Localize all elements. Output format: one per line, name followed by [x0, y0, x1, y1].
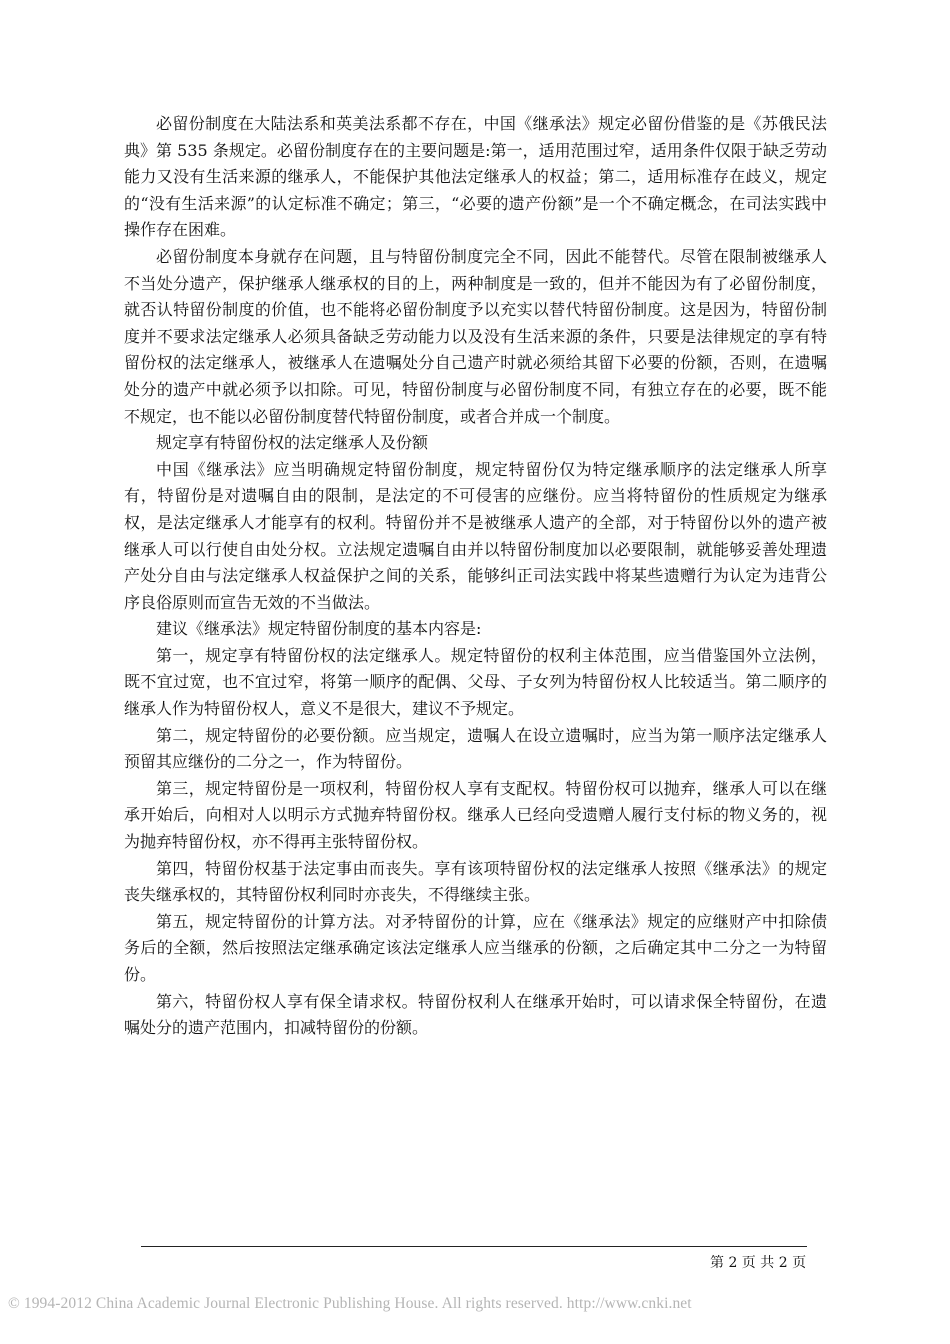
section-heading: 规定享有特留份权的法定继承人及份额 [156, 433, 429, 453]
footer-divider [141, 1246, 807, 1247]
paragraph: 第六，特留份权人享有保全请求权。特留份权利人在继承开始时，可以请求保全特留份，在遗嘱处分的遗产范围内，扣减特留份的份额。 [124, 991, 827, 1038]
paragraph: 必留份制度在大陆法系和英美法系都不存在，中国《继承法》规定必留份借鉴的是《苏俄民法典》第 535 条规定。必留份制度存在的主要问题是:第一，适用范围过窄，适用条件仅限于缺乏劳动能力又没有生活来源的继承人，不能保护其他法定继承人的权益；第二，适用标准存在歧义，规定的“没有生活来源”的认定标准不确定；第三，“必要的遗产份额”是一个不确定概念，在司法实践中操作存在困难。 [124, 114, 827, 240]
paragraph: 必留份制度本身就存在问题，且与特留份制度完全不同，因此不能替代。尽管在限制被继承人不当处分遗产，保护继承人继承权的目的上，两种制度是一致的，但并不能因为有了必留份制度，就否认特留份制度的价值，也不能将必留份制度予以充实以替代特留份制度。这是因为，特留份制度并不要求法定继承人必须具备缺乏劳动能力以及没有生活来源的条件，只要是法律规定的享有特留份权的法定继承人，被继承人在遗嘱处分自己遗产时就必须给其留下必要的份额，否则，在遗嘱处分的遗产中就必须予以扣除。可见，特留份制度与必留份制度不同，有独立存在的必要，既不能不规定，也不能以必留份制度替代特留份制度，或者合并成一个制度。 [124, 246, 827, 426]
copyright-watermark: © 1994-2012 China Academic Journal Electronic Publishing House. All rights reserved. http://www.cnki.net [8, 1295, 692, 1312]
article-body [124, 111, 827, 1042]
paragraph: 中国《继承法》应当明确规定特留份制度，规定特留份仅为特定继承顺序的法定继承人所享有，特留份是对遗嘱自由的限制，是法定的不可侵害的应继份。应当将特留份的性质规定为继承权，是法定继承人才能享有的权利。特留份并不是被继承人遗产的全部，对于特留份以外的遗产被继承人可以行使自由处分权。立法规定遗嘱自由并以特留份制度加以必要限制，就能够妥善处理遗产处分自由与法定继承人权益保护之间的关系，能够纠正司法实践中将某些遗赠行为认定为违背公序良俗原则而宣告无效的不当做法。 [124, 459, 827, 612]
paragraph: 第三，规定特留份是一项权利，特留份权人享有支配权。特留份权可以抛弃，继承人可以在继承开始后，向相对人以明示方式抛弃特留份权。继承人已经向受遗赠人履行支付标的物义务的，视为抛弃特留份权，亦不得再主张特留份权。 [124, 778, 827, 852]
paragraph: 建议《继承法》规定特留份制度的基本内容是: [156, 619, 482, 639]
paragraph: 第二，规定特留份的必要份额。应当规定，遗嘱人在设立遗嘱时，应当为第一顺序法定继承人预留其应继份的二分之一，作为特留份。 [124, 725, 827, 772]
paragraph: 第五，规定特留份的计算方法。对矛特留份的计算，应在《继承法》规定的应继财产中扣除债务后的全额，然后按照法定继承确定该法定继承人应当继承的份额，之后确定其中二分之一为特留份。 [124, 911, 827, 984]
paragraph: 第四，特留份权基于法定事由而丧失。享有该项特留份权的法定继承人按照《继承法》的规定丧失继承权的，其特留份权利同时亦丧失，不得继续主张。 [124, 858, 827, 905]
paragraph: 第一，规定享有特留份权的法定继承人。规定特留份的权利主体范围，应当借鉴国外立法例，既不宜过宽，也不宜过窄，将第一顺序的配偶、父母、子女列为特留份权人比较适当。第二顺序的继承人作为特留份权人，意义不是很大，建议不予规定。 [124, 645, 827, 719]
page-number: 第 2 页 共 2 页 [710, 1255, 807, 1271]
